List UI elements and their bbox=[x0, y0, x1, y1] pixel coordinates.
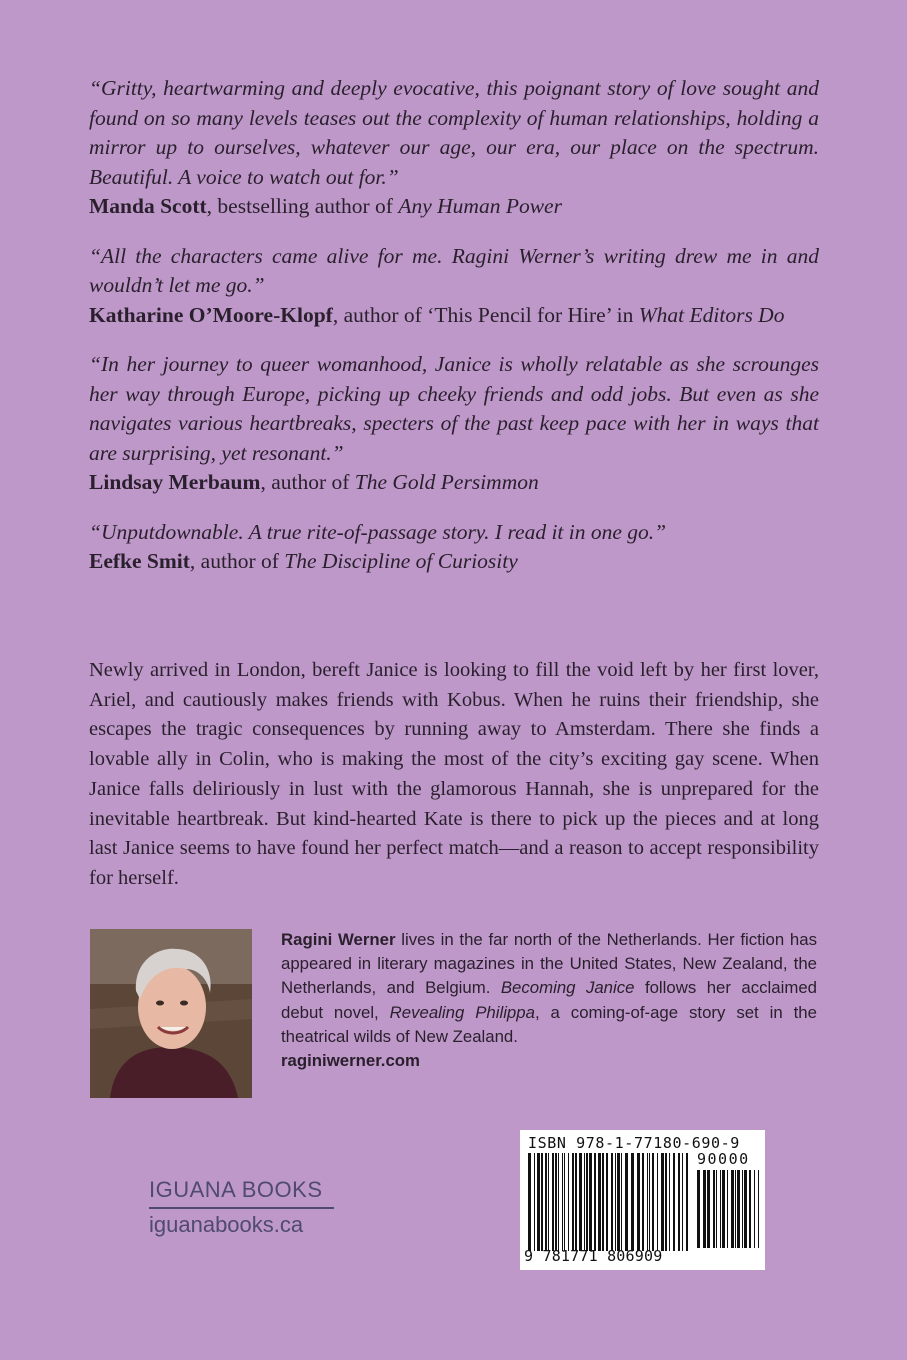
endorsement-2 bbox=[89, 242, 819, 331]
barcode-bar bbox=[703, 1170, 706, 1248]
barcode-bar bbox=[652, 1153, 654, 1251]
endorser-work: What Editors Do bbox=[638, 302, 785, 327]
barcode-bar bbox=[697, 1170, 700, 1248]
endorsement-quote: “Unputdownable. A true rite-of-passage story. I read it in one go.” bbox=[89, 519, 667, 544]
endorser-role: , author of bbox=[189, 549, 285, 573]
publisher-divider bbox=[149, 1207, 334, 1209]
barcode-bar bbox=[758, 1170, 759, 1248]
isbn-barcode bbox=[520, 1130, 765, 1270]
barcode-bar bbox=[617, 1153, 620, 1251]
barcode-bar bbox=[678, 1153, 680, 1251]
barcode-bar bbox=[682, 1153, 683, 1251]
barcode-bar bbox=[669, 1153, 670, 1251]
endorser-name: Katharine O’Moore-Klopf bbox=[89, 302, 333, 327]
barcode-bar bbox=[602, 1153, 604, 1251]
barcode-bar bbox=[541, 1153, 543, 1251]
barcode-bar bbox=[548, 1153, 549, 1251]
barcode-bar bbox=[657, 1153, 658, 1251]
barcode-bar bbox=[713, 1170, 715, 1248]
publisher-name: IGUANA BOOKS bbox=[149, 1177, 323, 1202]
endorser-work: Any Human Power bbox=[398, 194, 562, 218]
barcode-bar bbox=[625, 1153, 628, 1251]
barcode-bar bbox=[575, 1153, 577, 1251]
endorsement-attribution bbox=[89, 547, 819, 577]
barcode-bar bbox=[737, 1170, 740, 1248]
barcode-bar bbox=[545, 1153, 547, 1251]
isbn-label: ISBN 978-1-77180-690-9 bbox=[528, 1134, 740, 1152]
barcode-addon-bars bbox=[697, 1170, 759, 1248]
publisher-url: iguanabooks.ca bbox=[149, 1212, 304, 1237]
barcode-bar bbox=[606, 1153, 608, 1251]
endorsement-quote: “All the characters came alive for me. Ragini Werner’s writing drew me in and wouldn’t let me go.” bbox=[89, 243, 819, 297]
barcode-bar bbox=[611, 1153, 613, 1251]
endorsement-attribution bbox=[89, 301, 819, 331]
barcode-bar bbox=[584, 1153, 585, 1251]
barcode-bar bbox=[749, 1170, 751, 1248]
endorser-role: , author of ‘This Pencil for Hire’ in bbox=[332, 302, 639, 327]
endorsement-3 bbox=[89, 350, 819, 498]
author-bio bbox=[281, 928, 817, 1073]
endorser-role: , author of bbox=[260, 470, 355, 494]
barcode-bar bbox=[534, 1153, 535, 1251]
barcode-bar bbox=[558, 1153, 559, 1251]
endorsements bbox=[89, 74, 819, 597]
endorsement-attribution bbox=[89, 192, 819, 222]
synopsis: Newly arrived in London, bereft Janice is looking to fill the void left by her first lover, Ariel, and cautiously makes friends with Kobus. When he ruins their friendship, she escapes the tragic consequences by running away to Amsterdam. There she finds a lovable ally in Colin, who is making the most of the city’s exciting gay scene. When Janice falls deliriously in lust with the glamorous Hannah, she is unprepared for the inevitable heartbreak. But kind-hearted Kate is there to pick up the pieces and at long last Janice seems to have found her perfect match—and a reason to accept responsibility for herself. bbox=[89, 659, 819, 889]
publisher-logo bbox=[149, 1176, 334, 1239]
endorser-work: The Gold Persimmon bbox=[354, 470, 539, 494]
endorser-role: , bestselling author of bbox=[206, 194, 399, 218]
barcode-bar bbox=[707, 1170, 710, 1248]
author-website: raginiwerner.com bbox=[281, 1051, 420, 1071]
endorser-name: Eefke Smit bbox=[89, 549, 190, 573]
barcode-bar bbox=[731, 1170, 734, 1248]
barcode-bar bbox=[686, 1153, 688, 1251]
barcode-bar bbox=[744, 1170, 747, 1248]
barcode-bar bbox=[594, 1153, 596, 1251]
barcode-bar bbox=[615, 1153, 616, 1251]
barcode-bar bbox=[586, 1153, 588, 1251]
bio-text: , a coming-of-age story set in the theatrical wilds of New Zealand. bbox=[281, 1002, 817, 1046]
bio-author-name: Ragini Werner bbox=[281, 930, 396, 949]
barcode-bar bbox=[642, 1153, 644, 1251]
barcode-addon-number: 90000 bbox=[697, 1150, 750, 1168]
bio-book-title: Becoming Janice bbox=[500, 978, 635, 998]
barcode-bar bbox=[562, 1153, 563, 1251]
author-photo bbox=[90, 929, 252, 1098]
bio-text: lives in the far north of the Netherlands. Her fiction has appeared in literary magazines in the United States, New Zealand, the Netherlands, and Belgium. bbox=[281, 930, 817, 998]
barcode-bar bbox=[716, 1170, 717, 1248]
barcode-bar bbox=[727, 1170, 728, 1248]
barcode-bar bbox=[720, 1170, 721, 1248]
barcode-bar bbox=[568, 1153, 569, 1251]
barcode-bar bbox=[552, 1153, 554, 1251]
barcode-bar bbox=[742, 1170, 743, 1248]
barcode-bar bbox=[572, 1153, 574, 1251]
barcode-bar bbox=[537, 1153, 540, 1251]
barcode-bar bbox=[621, 1153, 622, 1251]
endorsement-quote: “Gritty, heartwarming and deeply evocative, this poignant story of love sought and found on so many levels teases out the complexity of human relationships, holding a mirror up to ourselves, whatever our age, our era, our place on the spectrum. Beautiful. A voice to watch out for.” bbox=[89, 76, 819, 189]
barcode-bar bbox=[589, 1153, 592, 1251]
endorsement-attribution bbox=[89, 468, 819, 498]
endorsement-quote: “In her journey to queer womanhood, Janice is wholly relatable as she scrounges her way through Europe, picking up cheeky friends and odd jobs. But even as she navigates various heartbreaks, specters of the past keep pace with her in ways that are surprising, yet resonant.” bbox=[89, 352, 819, 465]
bio-book-title: Revealing Philippa bbox=[389, 1002, 535, 1022]
barcode-bar bbox=[528, 1153, 531, 1251]
barcode-bar bbox=[555, 1153, 557, 1251]
barcode-bars bbox=[528, 1153, 688, 1251]
endorser-name: Lindsay Merbaum bbox=[89, 470, 261, 494]
barcode-bar bbox=[649, 1153, 650, 1251]
barcode-bar bbox=[564, 1153, 565, 1251]
endorsement-1 bbox=[89, 74, 819, 222]
endorsement-4 bbox=[89, 518, 819, 577]
barcode-bar bbox=[735, 1170, 736, 1248]
barcode-bar bbox=[579, 1153, 582, 1251]
barcode-bar bbox=[647, 1153, 648, 1251]
barcode-bar bbox=[754, 1170, 755, 1248]
barcode-bar bbox=[661, 1153, 664, 1251]
barcode-bar bbox=[722, 1170, 725, 1248]
endorser-name: Manda Scott bbox=[89, 194, 207, 218]
author-portrait-image bbox=[90, 929, 252, 1098]
bio-text: follows her acclaimed debut novel, bbox=[281, 978, 817, 1022]
barcode-bar bbox=[665, 1153, 667, 1251]
barcode-bar bbox=[637, 1153, 640, 1251]
barcode-bar bbox=[673, 1153, 675, 1251]
barcode-bar bbox=[631, 1153, 634, 1251]
ean-number: 9 781771 806909 bbox=[524, 1247, 663, 1265]
barcode-bar bbox=[598, 1153, 601, 1251]
endorser-work: The Discipline of Curiosity bbox=[284, 549, 518, 573]
